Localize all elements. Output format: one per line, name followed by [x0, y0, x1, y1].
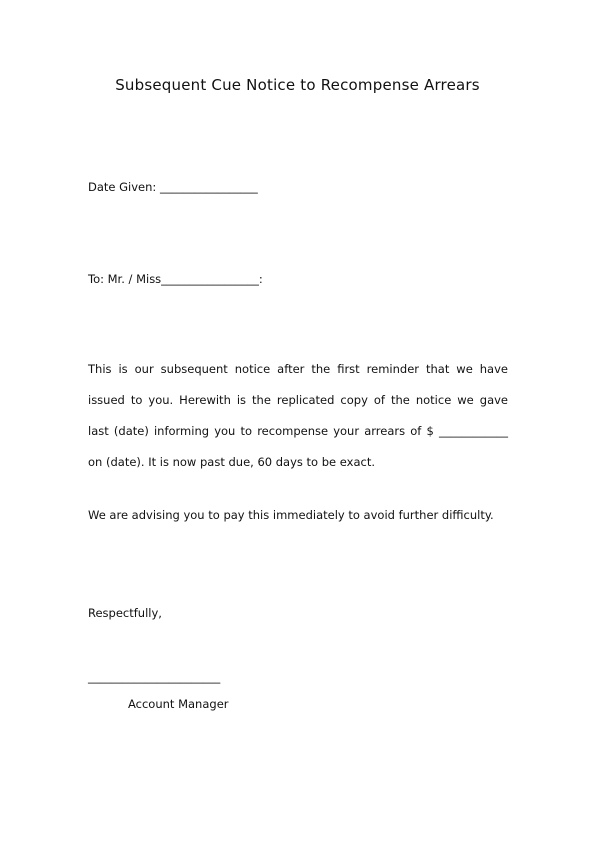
notice-line: on (date). It is now past due, 60 days to be exact.: [88, 455, 375, 469]
closing-salutation: Respectfully,: [88, 606, 162, 620]
signatory-title: Account Manager: [128, 697, 229, 711]
date-given-line: Date Given: _________________: [88, 180, 258, 194]
page-title: Subsequent Cue Notice to Recompense Arrears: [115, 76, 480, 94]
signature-line: _______________________: [88, 670, 221, 684]
notice-line: This is our subsequent notice after the first reminder that we have: [88, 362, 508, 376]
recipient-line: To: Mr. / Miss_________________:: [88, 272, 263, 286]
notice-line: last (date) informing you to recompense your arrears of $ ____________: [88, 424, 508, 438]
notice-paragraph: [88, 354, 508, 478]
notice-line: issued to you. Herewith is the replicated copy of the notice we gave: [88, 393, 508, 407]
advice-paragraph: We are advising you to pay this immediately to avoid further difficulty.: [88, 508, 494, 522]
